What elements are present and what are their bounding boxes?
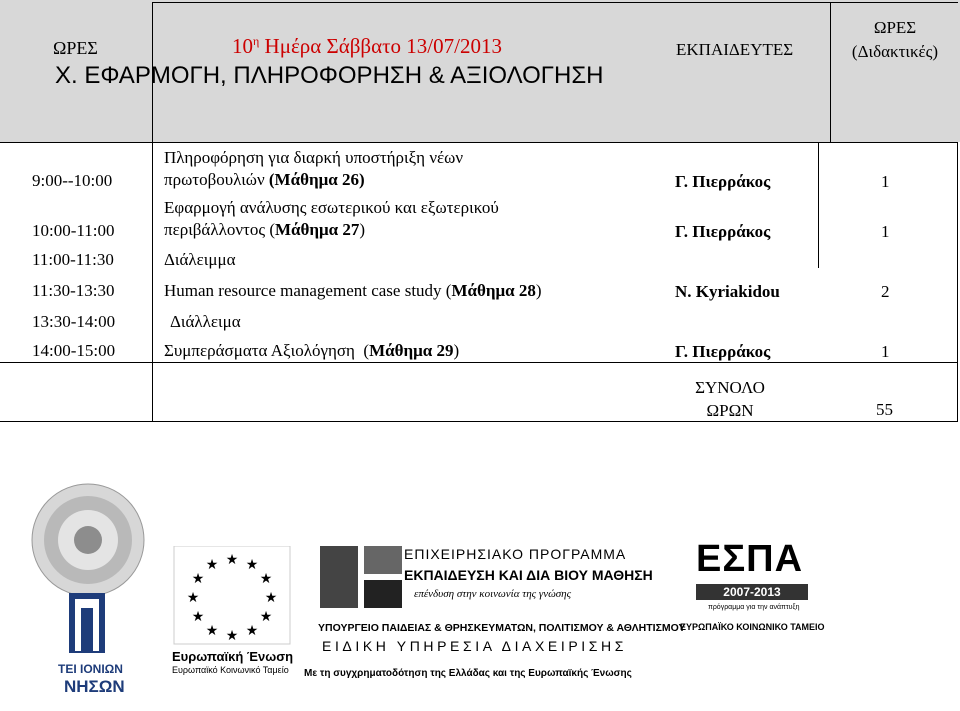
row-topic-text: Human resource management case study (	[164, 281, 452, 300]
total-value: 55	[876, 400, 893, 419]
row-topic-line	[164, 219, 499, 240]
espa-slogan: πρόγραμμα για την ανάπτυξη	[708, 604, 800, 611]
row-time: 14:00-15:00	[32, 341, 116, 360]
row-topic	[164, 197, 499, 240]
row-trainer: Γ. Πιερράκος	[675, 172, 771, 191]
row-topic-text: )	[453, 341, 460, 360]
row-time: 9:00--10:00	[32, 171, 113, 190]
row-trainer: Γ. Πιερράκος	[675, 222, 771, 241]
programme-subtitle: ΕΚΠΑΙΔΕΥΣΗ ΚΑΙ ΔΙΑ ΒΙΟΥ ΜΑΘΗΣΗ	[404, 567, 653, 583]
svg-text:★: ★	[245, 623, 259, 639]
day-sup: η	[253, 34, 260, 48]
eu-name: Ευρωπαϊκή Ένωση	[172, 649, 294, 664]
managing-authority: ΕΙΔΙΚΗ ΥΠΗΡΕΣΙΑ ΔΙΑΧΕΙΡΙΣΗΣ	[322, 638, 628, 654]
svg-text:★: ★	[191, 609, 205, 625]
tei-name-1: ΤΕΙ ΙΟΝΙΩΝ	[58, 662, 123, 676]
grid-line	[0, 362, 958, 363]
row-time: 11:00-11:30	[32, 250, 114, 269]
espa-name: ΕΣΠΑ	[696, 538, 804, 580]
svg-text:★: ★	[259, 609, 273, 625]
row-trainer: Γ. Πιερράκος	[675, 342, 771, 361]
eu-flag-icon	[168, 546, 296, 646]
row-time: 10:00-11:00	[32, 221, 115, 240]
svg-text:★: ★	[259, 571, 273, 587]
svg-text:★: ★	[205, 623, 219, 639]
programme-motto: επένδυση στην κοινωνία της γνώσης	[414, 588, 572, 600]
row-topic-line	[164, 169, 463, 190]
eu-logo	[168, 546, 303, 676]
ministry-name: ΥΠΟΥΡΓΕΙΟ ΠΑΙΔΕΙΑΣ & ΘΡΗΣΚΕΥΜΑΤΩΝ, ΠΟΛΙΤΙΣΜΟΥ & ΑΘΛΗΤΙΣΜΟΥ	[318, 622, 686, 634]
row-time: 13:30-14:00	[32, 312, 116, 331]
row-lesson: Μάθημα 29	[369, 341, 454, 360]
svg-text:★: ★	[225, 628, 239, 644]
day-title	[232, 34, 502, 59]
grid-line	[957, 142, 958, 422]
espa-years-text: 2007-2013	[723, 585, 781, 599]
svg-text:★: ★	[205, 557, 219, 573]
tei-emblem-icon	[28, 478, 148, 653]
row-topic-text: πρωτοβουλιών	[164, 170, 265, 189]
teaching-hours-header	[832, 16, 958, 64]
cofund-text: Με τη συγχρηματοδότηση της Ελλάδας και της Ευρωπαϊκής Ένωσης	[304, 668, 632, 679]
row-topic-text: περιβάλλοντος (	[164, 220, 275, 239]
svg-text:★: ★	[186, 590, 200, 606]
espa-logo	[680, 538, 825, 642]
row-hours: 1	[881, 222, 890, 241]
espa-fund: ΕΥΡΩΠΑΪΚΟ ΚΟΙΝΩΝΙΚΟ ΤΑΜΕΙΟ	[680, 622, 825, 632]
hours-header: ΩΡΕΣ	[53, 38, 98, 58]
row-topic-text: )	[359, 220, 366, 239]
svg-text:★: ★	[225, 552, 239, 568]
row-hours: 1	[881, 172, 890, 191]
row-time: 11:30-13:30	[32, 281, 115, 300]
row-topic	[164, 147, 463, 190]
grid-line	[830, 2, 831, 142]
tei-logo	[28, 478, 148, 708]
row-topic-line: Εφαρμογή ανάλυσης εσωτερικού και εξωτερικού	[164, 198, 499, 217]
grid-line	[0, 421, 958, 422]
row-topic-line: Πληροφόρηση για διαρκή υποστήριξη νέων	[164, 148, 464, 167]
grid-line	[0, 142, 958, 143]
svg-text:★: ★	[264, 590, 278, 606]
grid-line	[818, 142, 819, 268]
tei-name-2: ΝΗΣΩΝ	[64, 677, 125, 696]
row-hours: 1	[881, 342, 890, 361]
row-lesson: Μάθημα 27	[274, 220, 360, 239]
row-trainer: N. Kyriakidou	[675, 282, 780, 301]
programme-logo	[304, 540, 686, 690]
programme-title: ΕΠΙΧΕΙΡΗΣΙΑΚΟ ΠΡΟΓΡΑΜΜΑ	[404, 546, 627, 562]
day-text: Ημέρα Σάββατο 13/07/2013	[264, 34, 502, 58]
day-number: 10	[232, 34, 253, 58]
row-topic: Διάλειμμα	[164, 250, 236, 269]
row-topic-text: Συμπεράσματα Αξιολόγηση (	[164, 341, 370, 360]
eu-fund: Ευρωπαϊκό Κοινωνικό Ταμείο	[172, 665, 289, 675]
total-label	[670, 376, 790, 422]
section-title: Χ. ΕΦΑΡΜΟΓΗ, ΠΛΗΡΟΦΟΡΗΣΗ & ΑΞΙΟΛΟΓΗΣΗ	[55, 62, 604, 89]
grid-line	[152, 2, 958, 3]
total-label-1: ΣΥΝΟΛΟ	[695, 378, 765, 397]
row-hours: 2	[881, 282, 890, 301]
teaching-hours-label-2: (Διδακτικές)	[851, 42, 939, 61]
row-topic	[164, 341, 459, 361]
svg-text:★: ★	[191, 571, 205, 587]
espa-years	[696, 584, 808, 600]
row-lesson: Μάθημα 28	[451, 281, 536, 300]
row-topic: Διάλλειμα	[170, 312, 241, 331]
svg-text:★: ★	[245, 557, 259, 573]
row-topic-text: )	[535, 281, 542, 300]
row-lesson: (Μάθημα 26)	[268, 170, 365, 189]
teaching-hours-label-1: ΩΡΕΣ	[873, 18, 917, 37]
programme-emblem-icon	[320, 546, 402, 612]
total-label-2: ΩΡΩΝ	[706, 401, 754, 420]
trainers-header: ΕΚΠΑΙΔΕΥΤΕΣ	[676, 40, 794, 59]
row-topic	[164, 281, 542, 301]
